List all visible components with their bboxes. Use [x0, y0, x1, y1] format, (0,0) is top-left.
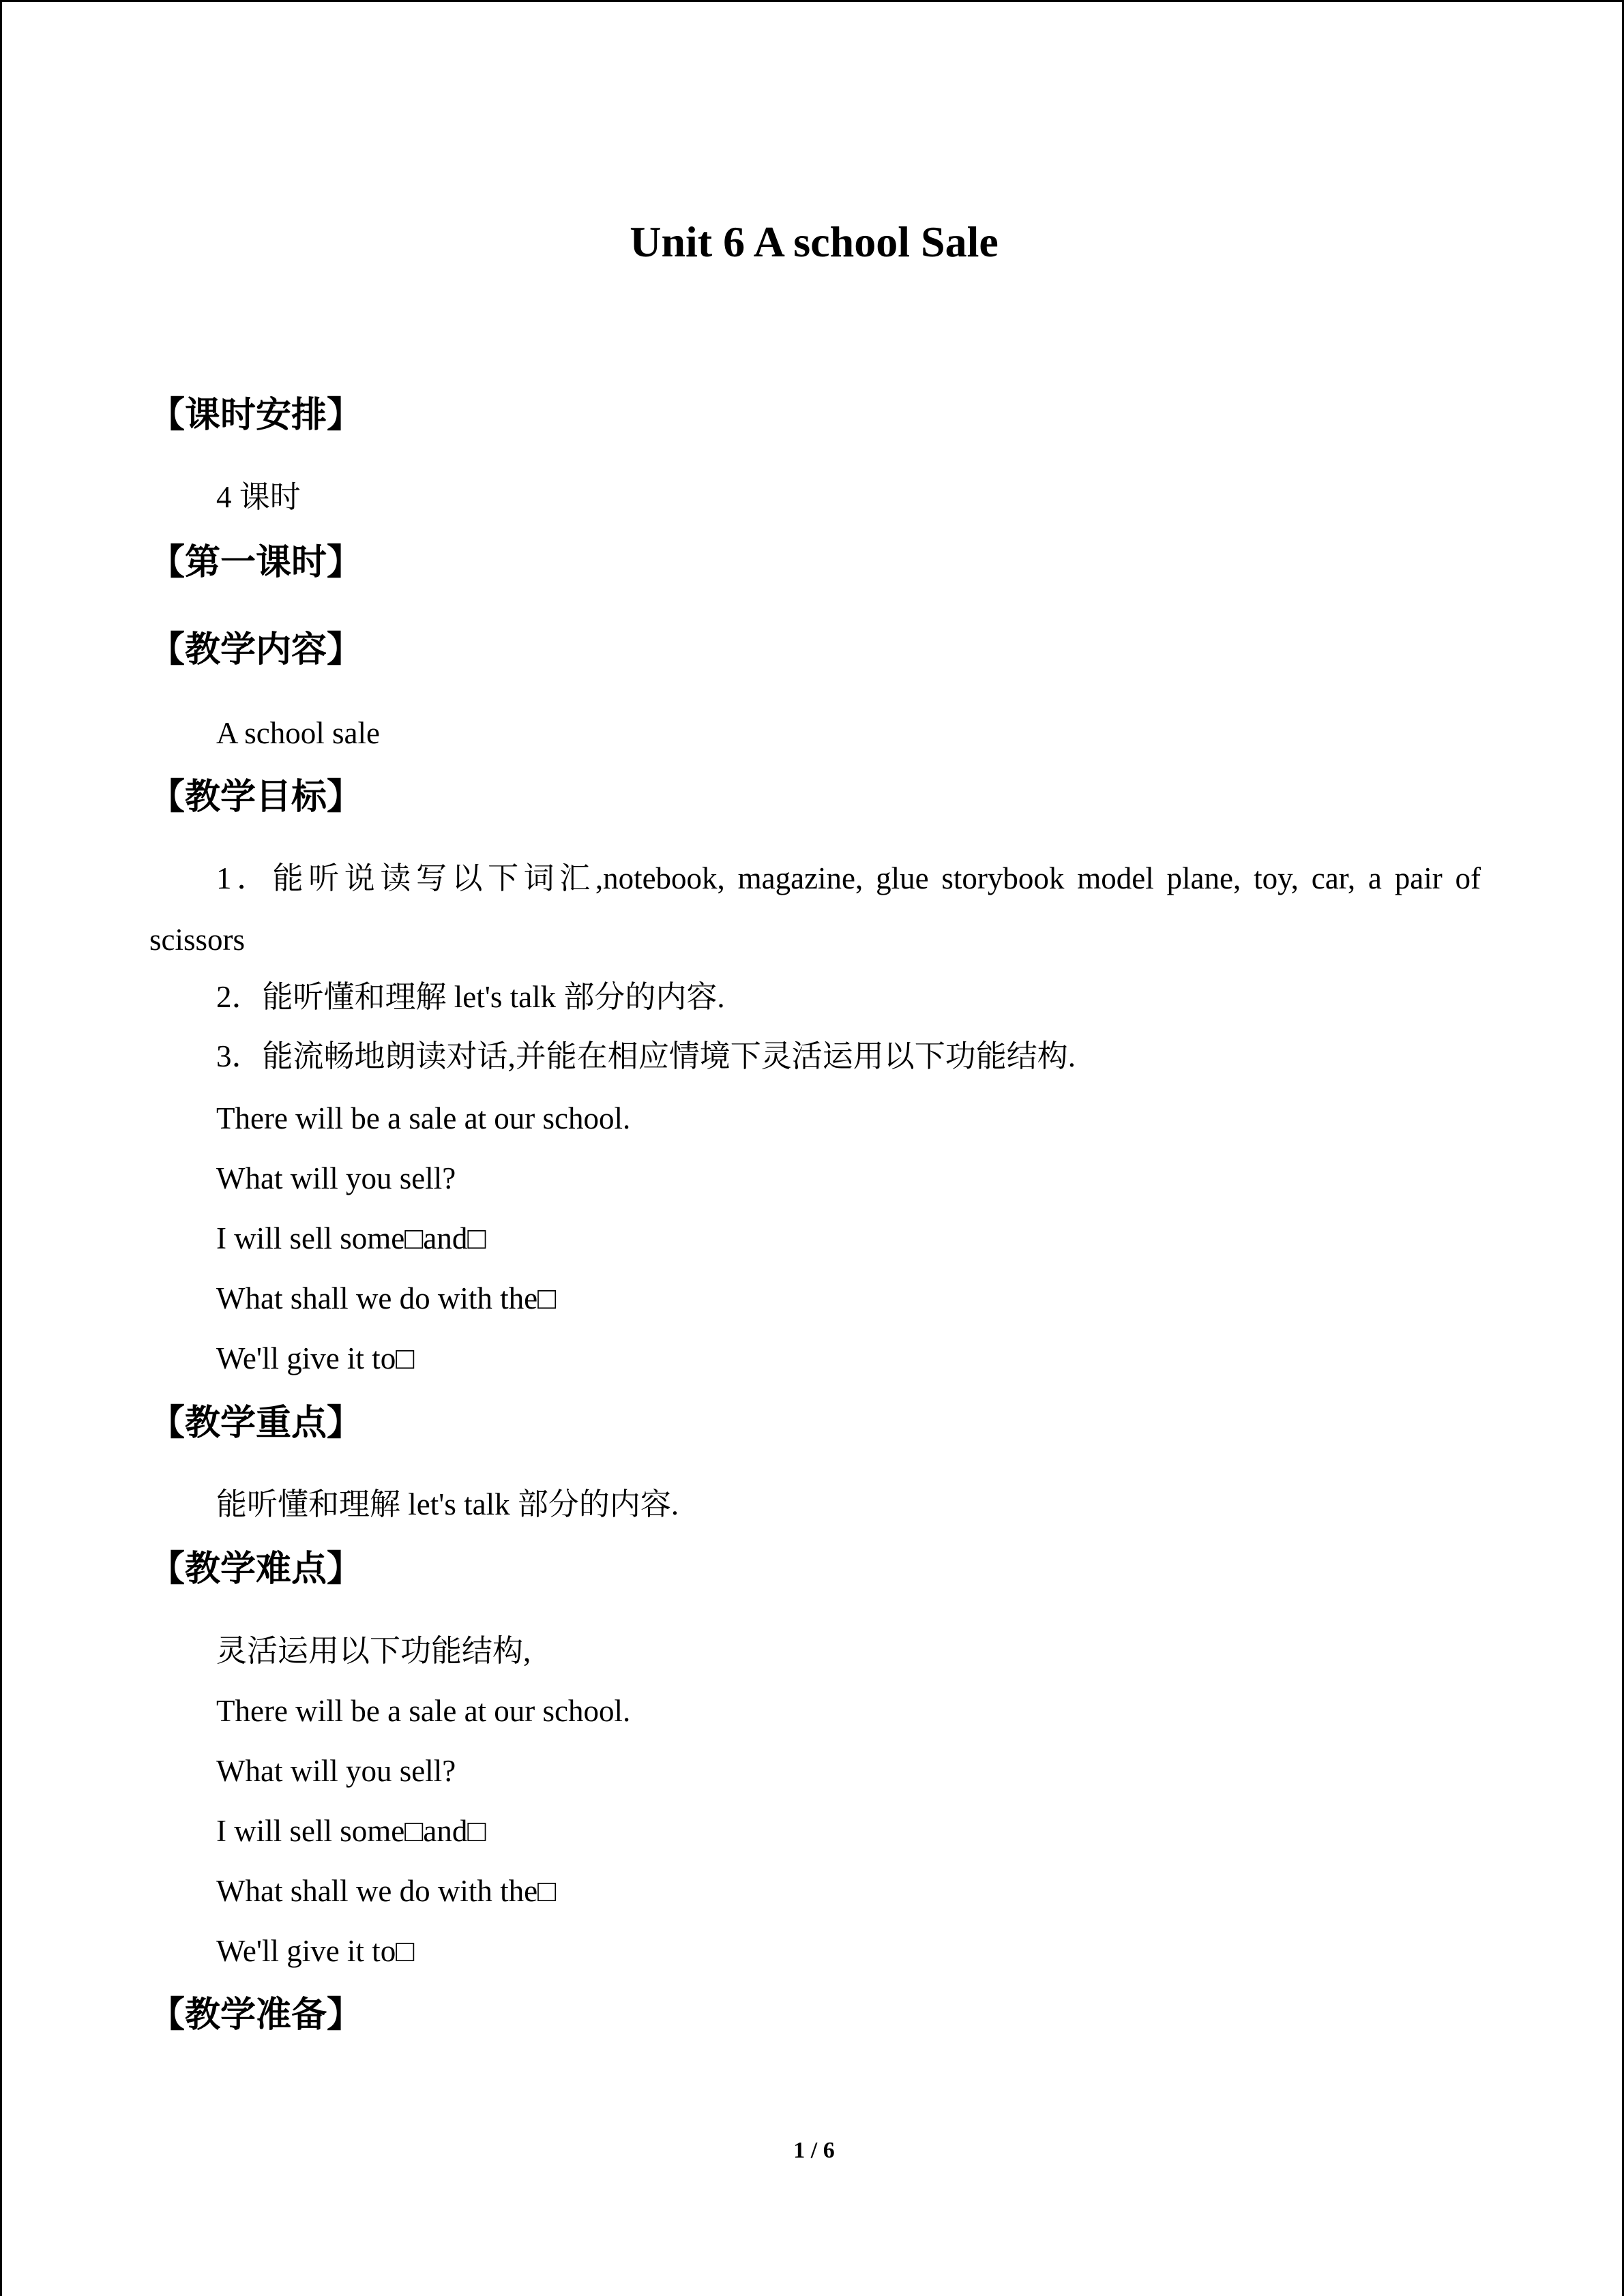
- difficulty-sentence: What shall we do with the□: [216, 1874, 557, 1908]
- objective-sentence: We'll give it to□: [216, 1341, 415, 1375]
- objective-sentence: What will you sell?: [216, 1161, 456, 1195]
- heading-difficulties: 【教学难点】: [149, 1549, 363, 1590]
- heading-first-lesson: 【第一课时】: [149, 542, 363, 583]
- difficulty-sentence: What will you sell?: [216, 1754, 456, 1788]
- objective-item-1-line-2: scissors: [149, 923, 246, 957]
- heading-preparation: 【教学准备】: [149, 1995, 363, 2036]
- objective-sentence: What shall we do with the□: [216, 1281, 557, 1315]
- difficulty-sentence: I will sell some□and□: [216, 1814, 486, 1848]
- heading-content: 【教学内容】: [149, 629, 363, 670]
- page-number: 1 / 6: [793, 2138, 835, 2163]
- objective-item-2: 2．能听懂和理解 let's talk 部分的内容.: [216, 980, 725, 1014]
- objective-sentence: There will be a sale at our school.: [216, 1101, 631, 1135]
- objective-sentence: I will sell some□and□: [216, 1221, 486, 1255]
- difficulty-sentence: There will be a sale at our school.: [216, 1694, 631, 1728]
- heading-objectives: 【教学目标】: [149, 777, 363, 818]
- key-points-text: 能听懂和理解 let's talk 部分的内容.: [216, 1487, 679, 1521]
- schedule-text: 4 课时: [216, 480, 301, 514]
- difficulty-sentence: We'll give it to□: [216, 1934, 415, 1968]
- difficulties-intro: 灵活运用以下功能结构,: [216, 1634, 531, 1668]
- objective-item-1-line-1: 1．能听说读写以下词汇,notebook, magazine, glue storybook model plane, toy, car, a pair of: [216, 861, 1481, 895]
- heading-schedule: 【课时安排】: [149, 395, 363, 436]
- document-title: Unit 6 A school Sale: [630, 218, 999, 266]
- objective-item-3: 3．能流畅地朗读对话,并能在相应情境下灵活运用以下功能结构.: [216, 1039, 1076, 1073]
- content-text: A school sale: [216, 716, 380, 750]
- heading-key-points: 【教学重点】: [149, 1403, 363, 1444]
